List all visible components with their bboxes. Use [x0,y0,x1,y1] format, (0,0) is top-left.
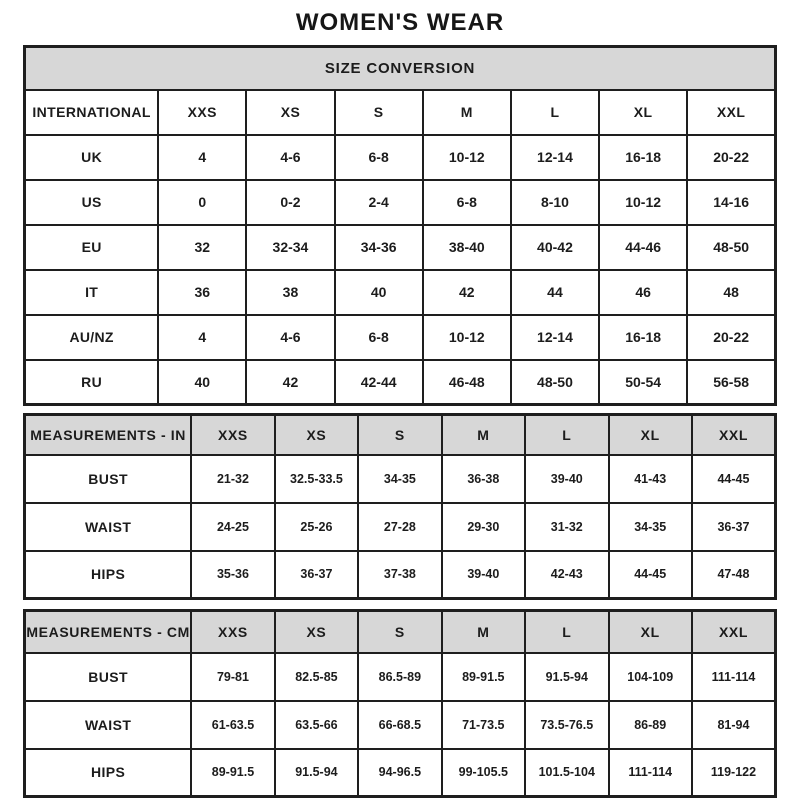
cell-waist-cm-xxs: 61-63.5 [191,701,274,749]
cell-aunz-xs: 4-6 [246,315,334,360]
row-label-bust-in: BUST [25,455,192,503]
cell-waist-in-xl: 34-35 [609,503,692,551]
cell-hips-in-xs: 36-37 [275,551,358,599]
cell-it-l: 44 [511,270,599,315]
cm-header-m: M [442,611,525,653]
cell-hips-cm-xl: 111-114 [609,749,692,797]
cell-bust-in-xs: 32.5-33.5 [275,455,358,503]
size-conversion-table [23,45,777,406]
table-row-eu [25,225,776,270]
table-row-bust-cm [25,653,776,701]
cell-uk-s: 6-8 [335,135,423,180]
cell-waist-cm-xxl: 81-94 [692,701,776,749]
header-cell-xxl: XXL [687,90,775,135]
cell-hips-cm-m: 99-105.5 [442,749,525,797]
cell-hips-in-xxs: 35-36 [191,551,274,599]
table-row-hips-cm [25,749,776,797]
size-conversion-banner-row [25,47,776,90]
in-header-s: S [358,415,441,455]
cell-hips-cm-l: 101.5-104 [525,749,608,797]
row-label-bust-cm: BUST [25,653,192,701]
row-label-it: IT [25,270,159,315]
measurements-cm-title: MEASUREMENTS - CM [25,611,192,653]
cell-aunz-m: 10-12 [423,315,511,360]
cell-uk-xs: 4-6 [246,135,334,180]
cell-bust-in-m: 36-38 [442,455,525,503]
cell-ru-s: 42-44 [335,360,423,405]
cell-aunz-s: 6-8 [335,315,423,360]
cell-ru-xxs: 40 [158,360,246,405]
cell-uk-xxs: 4 [158,135,246,180]
table-spacer [23,600,777,609]
in-header-xxs: XXS [191,415,274,455]
header-cell-xs: XS [246,90,334,135]
table-row-waist-in [25,503,776,551]
cell-waist-in-xxs: 24-25 [191,503,274,551]
cell-it-xs: 38 [246,270,334,315]
cell-eu-l: 40-42 [511,225,599,270]
cell-eu-xs: 32-34 [246,225,334,270]
cell-us-xxl: 14-16 [687,180,775,225]
table-row-hips-in [25,551,776,599]
cell-waist-cm-s: 66-68.5 [358,701,441,749]
table-row-it [25,270,776,315]
cell-uk-xl: 16-18 [599,135,687,180]
header-cell-xxs: XXS [158,90,246,135]
cell-bust-in-l: 39-40 [525,455,608,503]
cell-us-l: 8-10 [511,180,599,225]
cell-ru-xs: 42 [246,360,334,405]
cell-uk-m: 10-12 [423,135,511,180]
table-row-bust-in [25,455,776,503]
cell-bust-cm-xs: 82.5-85 [275,653,358,701]
cell-it-xxl: 48 [687,270,775,315]
cell-uk-l: 12-14 [511,135,599,180]
table-row-aunz [25,315,776,360]
cell-bust-cm-l: 91.5-94 [525,653,608,701]
cell-waist-cm-l: 73.5-76.5 [525,701,608,749]
row-label-eu: EU [25,225,159,270]
cell-bust-cm-xxs: 79-81 [191,653,274,701]
cell-ru-m: 46-48 [423,360,511,405]
cell-ru-l: 48-50 [511,360,599,405]
cell-eu-xxl: 48-50 [687,225,775,270]
cell-waist-cm-m: 71-73.5 [442,701,525,749]
in-header-xl: XL [609,415,692,455]
cm-header-xxl: XXL [692,611,776,653]
table-row-uk [25,135,776,180]
cell-waist-cm-xl: 86-89 [609,701,692,749]
cell-hips-in-xl: 44-45 [609,551,692,599]
header-cell-m: M [423,90,511,135]
table-row-us [25,180,776,225]
header-cell-xl: XL [599,90,687,135]
cell-waist-in-s: 27-28 [358,503,441,551]
cell-hips-in-s: 37-38 [358,551,441,599]
row-label-waist-in: WAIST [25,503,192,551]
row-label-ru: RU [25,360,159,405]
table-row-ru [25,360,776,405]
cm-header-l: L [525,611,608,653]
cell-bust-cm-s: 86.5-89 [358,653,441,701]
cell-waist-in-m: 29-30 [442,503,525,551]
cell-ru-xxl: 56-58 [687,360,775,405]
cell-hips-cm-s: 94-96.5 [358,749,441,797]
cell-us-xxs: 0 [158,180,246,225]
cm-header-xl: XL [609,611,692,653]
measurements-in-table [23,413,777,600]
cell-hips-in-l: 42-43 [525,551,608,599]
row-label-us: US [25,180,159,225]
cell-waist-in-l: 31-32 [525,503,608,551]
cell-hips-in-m: 39-40 [442,551,525,599]
row-label-aunz: AU/NZ [25,315,159,360]
cell-waist-in-xxl: 36-37 [692,503,776,551]
cell-us-s: 2-4 [335,180,423,225]
table-spacer [23,406,777,413]
cell-bust-in-xxl: 44-45 [692,455,776,503]
measurements-in-title: MEASUREMENTS - IN [25,415,192,455]
cell-hips-cm-xxs: 89-91.5 [191,749,274,797]
cell-eu-xxs: 32 [158,225,246,270]
cell-us-xl: 10-12 [599,180,687,225]
measurements-cm-header-row [25,611,776,653]
table-row-waist-cm [25,701,776,749]
row-label-hips-cm: HIPS [25,749,192,797]
cell-uk-xxl: 20-22 [687,135,775,180]
cell-it-xxs: 36 [158,270,246,315]
in-header-xs: XS [275,415,358,455]
cell-bust-in-xl: 41-43 [609,455,692,503]
cell-it-xl: 46 [599,270,687,315]
measurements-cm-table [23,609,777,798]
page-title: WOMEN'S WEAR [295,8,505,36]
cell-bust-cm-xl: 104-109 [609,653,692,701]
cm-header-xs: XS [275,611,358,653]
header-cell-s: S [335,90,423,135]
header-cell-international: INTERNATIONAL [25,90,159,135]
row-label-waist-cm: WAIST [25,701,192,749]
cell-us-xs: 0-2 [246,180,334,225]
cell-it-m: 42 [423,270,511,315]
in-header-m: M [442,415,525,455]
size-conversion-banner: SIZE CONVERSION [25,47,776,90]
in-header-xxl: XXL [692,415,776,455]
cell-waist-cm-xs: 63.5-66 [275,701,358,749]
size-conversion-header-row [25,90,776,135]
cell-eu-s: 34-36 [335,225,423,270]
cell-bust-cm-xxl: 111-114 [692,653,776,701]
cell-us-m: 6-8 [423,180,511,225]
cell-bust-cm-m: 89-91.5 [442,653,525,701]
cm-header-xxs: XXS [191,611,274,653]
cell-hips-in-xxl: 47-48 [692,551,776,599]
row-label-hips-in: HIPS [25,551,192,599]
header-cell-l: L [511,90,599,135]
cell-bust-in-xxs: 21-32 [191,455,274,503]
cell-waist-in-xs: 25-26 [275,503,358,551]
cell-ru-xl: 50-54 [599,360,687,405]
cell-eu-m: 38-40 [423,225,511,270]
cell-eu-xl: 44-46 [599,225,687,270]
cell-hips-cm-xs: 91.5-94 [275,749,358,797]
cell-hips-cm-xxl: 119-122 [692,749,776,797]
cm-header-s: S [358,611,441,653]
cell-it-s: 40 [335,270,423,315]
in-header-l: L [525,415,608,455]
cell-aunz-xxl: 20-22 [687,315,775,360]
row-label-uk: UK [25,135,159,180]
cell-aunz-xl: 16-18 [599,315,687,360]
measurements-in-header-row [25,415,776,455]
cell-bust-in-s: 34-35 [358,455,441,503]
cell-aunz-l: 12-14 [511,315,599,360]
cell-aunz-xxs: 4 [158,315,246,360]
